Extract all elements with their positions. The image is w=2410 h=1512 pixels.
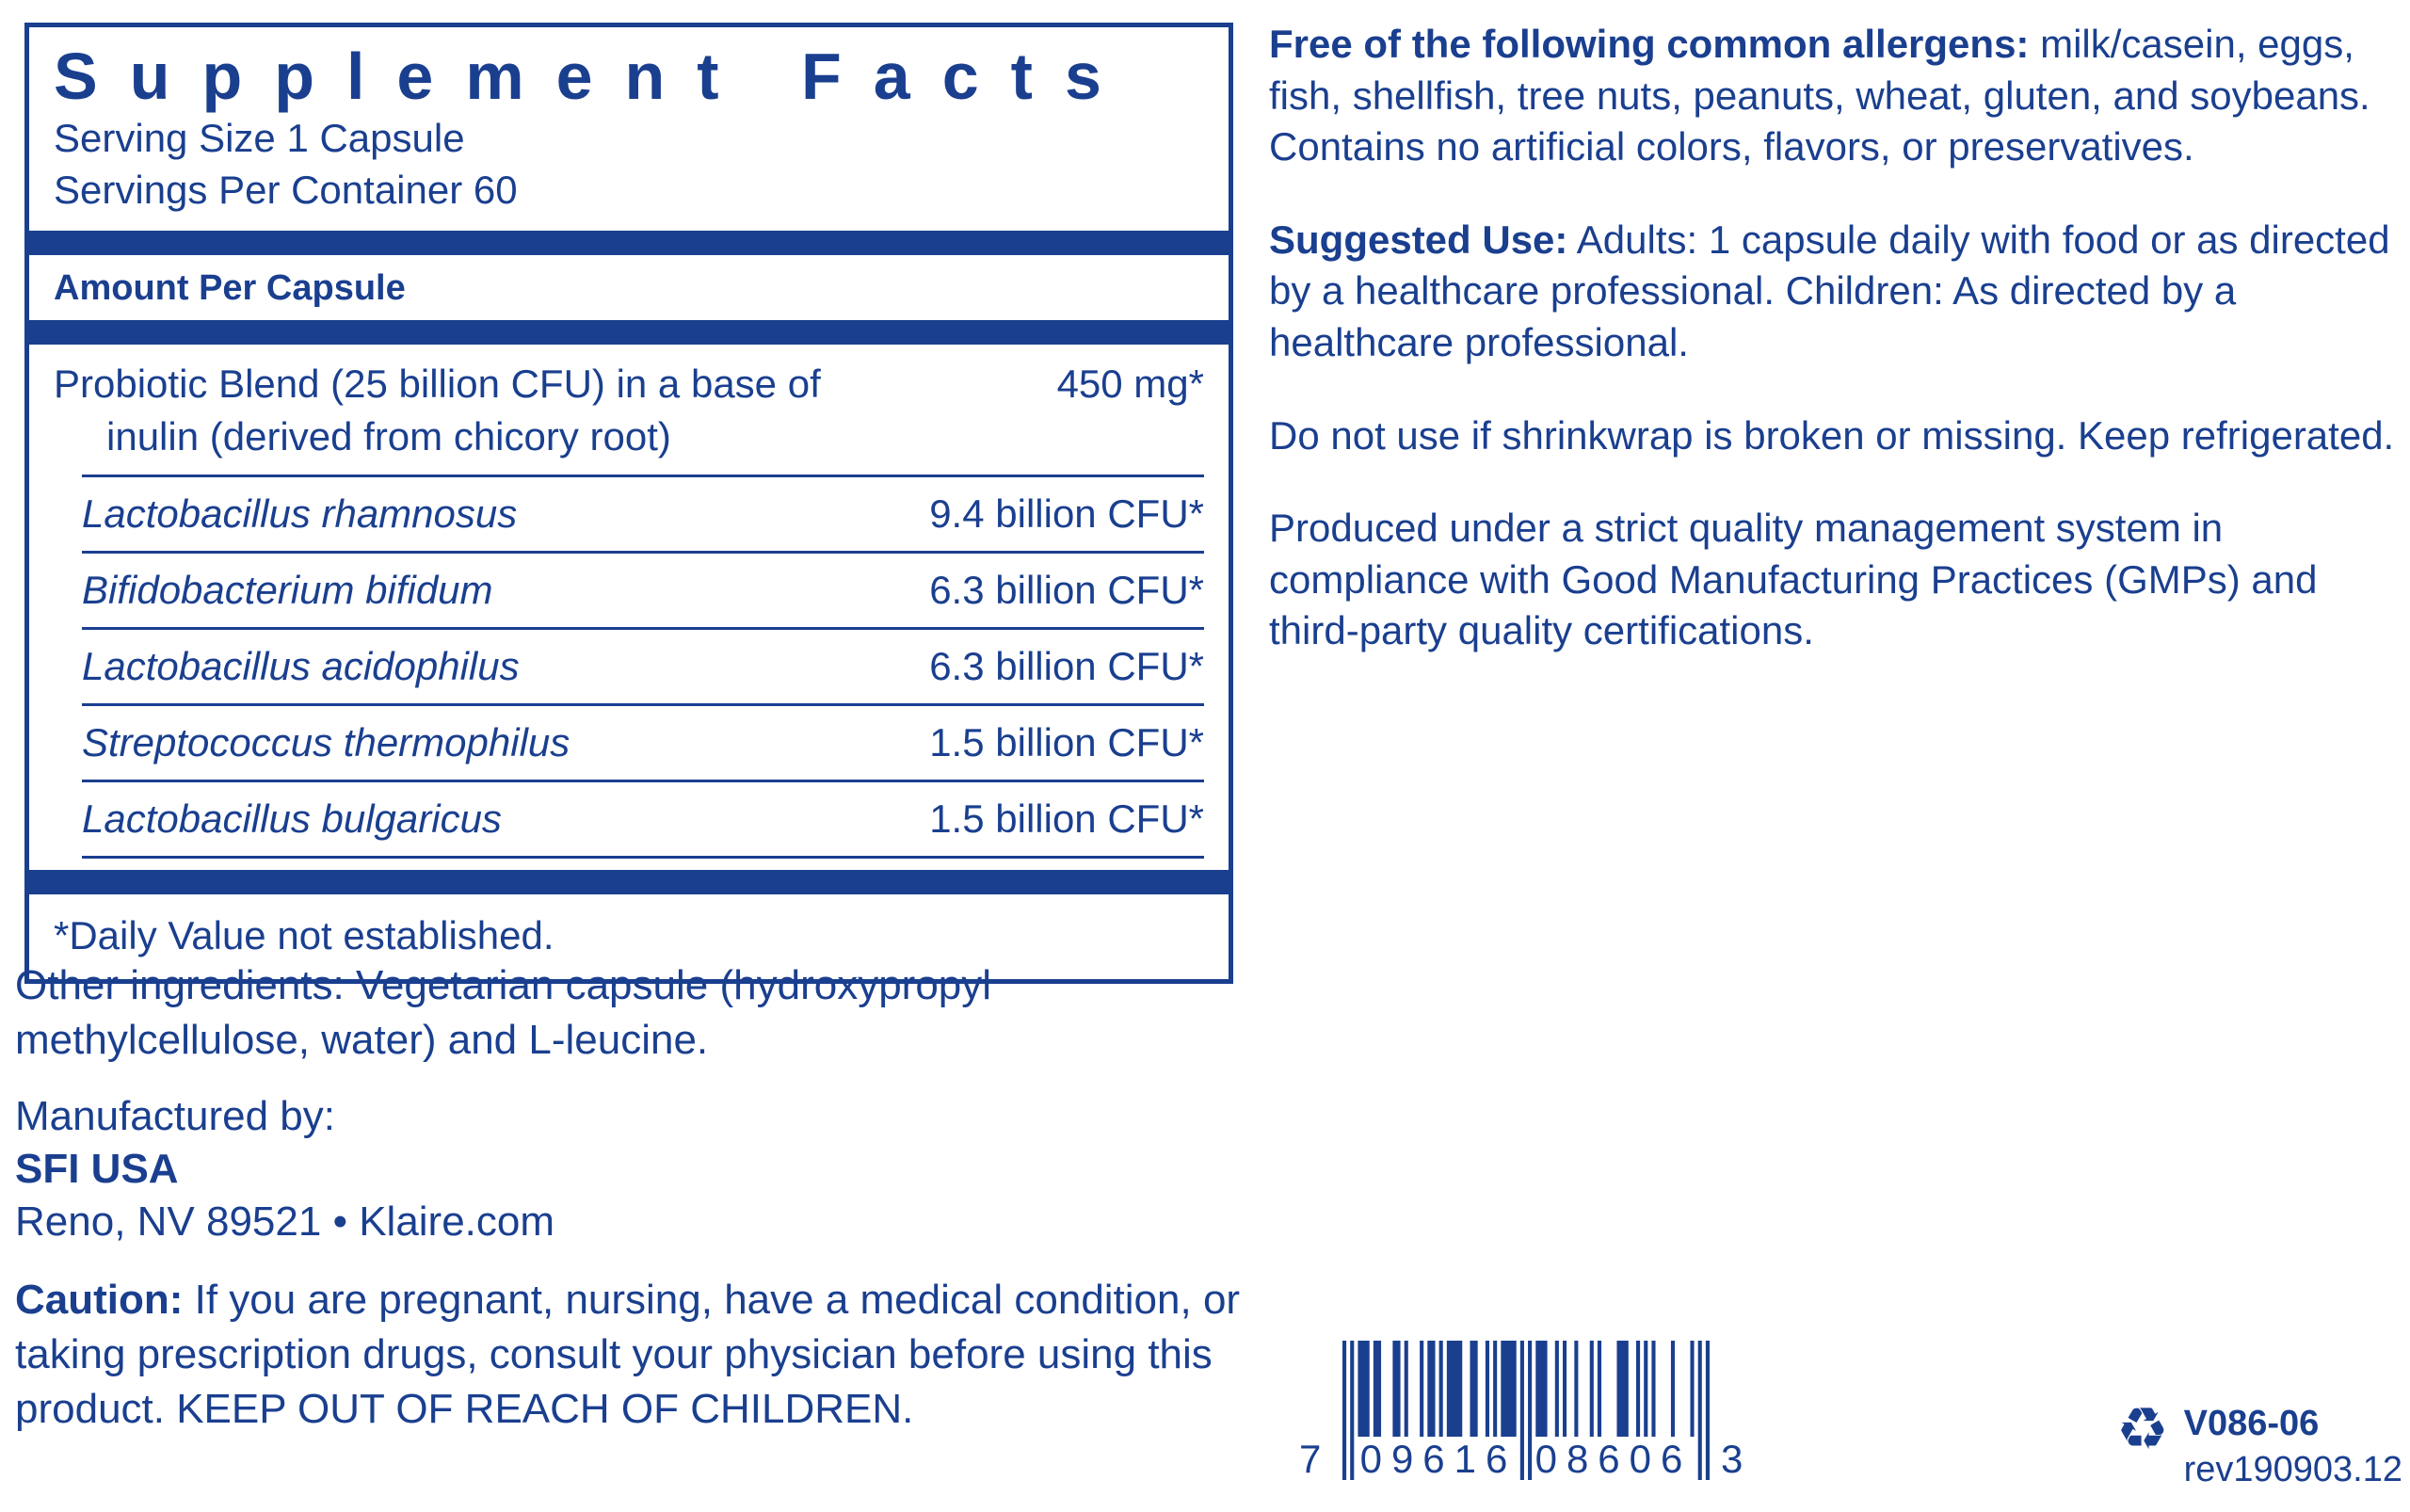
amount-per-capsule-label: Amount Per Capsule [54,268,406,309]
suggested-use-label: Suggested Use: [1269,217,1568,262]
manufactured-by-label: Manufactured by: [15,1093,335,1139]
version-code: V086-06 [2183,1404,2320,1443]
table-row [82,551,1204,627]
strain-name: Lactobacillus acidophilus [82,644,520,689]
strain-amount: 6.3 billion CFU* [929,568,1204,613]
supplement-facts-panel [24,23,1233,984]
recycle-icon: ♻ [2116,1397,2169,1462]
daily-value-footnote: *Daily Value not established. [54,913,554,958]
serving-size: Serving Size 1 Capsule [54,116,465,160]
manufacturer-address: Reno, NV 89521 • Klaire.com [15,1198,555,1245]
version-block [2116,1397,2403,1494]
allergens-text: milk/casein, eggs, fish, shellfish, tree nuts, peanuts, wheat, gluten, and soybeans. Contains no artificial colors, flavors, or preservatives. [1269,22,2370,169]
strain-amount: 1.5 billion CFU* [929,720,1204,765]
strain-name: Bifidobacterium bifidum [82,568,493,613]
strain-name: Streptococcus thermophilus [82,720,570,765]
servings-per-container: Servings Per Container 60 [54,167,518,212]
quality-note: Produced under a strict quality management system in compliance with Good Manufacturing Practices (GMPs) and third-party quality certifications. [1269,506,2318,653]
caution-text: If you are pregnant, nursing, have a medical condition, or taking prescription drugs, consult your physician before using this product. KEEP OUT OF REACH OF CHILDREN. [15,1277,1241,1433]
manufacturer-block [15,1090,554,1248]
strain-amount: 6.3 billion CFU* [929,644,1204,689]
caution-block [15,1273,1248,1437]
barcode-digits-group1: 09616 [1358,1437,1519,1482]
right-column [1269,19,2408,699]
allergens-label: Free of the following common allergens: [1269,22,2030,66]
blend-name-line2: inulin (derived from chicory root) [106,414,671,459]
caution-label: Caution: [15,1277,184,1323]
blend-row [29,345,1229,407]
strain-name: Lactobacillus bulgaricus [82,796,502,842]
table-row [82,780,1204,859]
suggested-use-paragraph [1269,215,2408,369]
barcode-digit-right: 3 [1721,1437,1743,1481]
blend-name: Probiotic Blend (25 billion CFU) in a base of [54,362,821,407]
divider-bar [29,231,1229,255]
barcode-digits-group2: 08606 [1533,1437,1695,1482]
blend-amount: 450 mg* [1056,362,1204,407]
divider-bar [29,320,1229,345]
strain-name: Lactobacillus rhamnosus [82,491,518,537]
suggested-use-text: Adults: 1 capsule daily with food or as directed by a healthcare professional. Children: As directed by a healthcare professional. [1269,217,2390,364]
manufacturer-name: SFI USA [15,1145,179,1192]
revision-code: rev190903.12 [2183,1450,2403,1490]
shrinkwrap-note: Do not use if shrinkwrap is broken or missing. Keep refrigerated. [1269,412,2395,458]
table-row [82,475,1204,551]
barcode-digit-left: 7 [1299,1437,1322,1481]
strain-amount: 1.5 billion CFU* [929,796,1204,842]
divider-bar [29,870,1229,894]
upc-barcode [1297,1341,1768,1491]
other-ingredients: Other ingredients: Vegetarian capsule (hydroxypropyl methylcellulose, water) and L-leucine. [15,962,992,1064]
table-row [82,627,1204,703]
table-row [82,703,1204,780]
strain-amount: 9.4 billion CFU* [929,491,1204,537]
panel-title: Supplement Facts [54,40,1133,113]
allergens-paragraph [1269,19,2408,173]
